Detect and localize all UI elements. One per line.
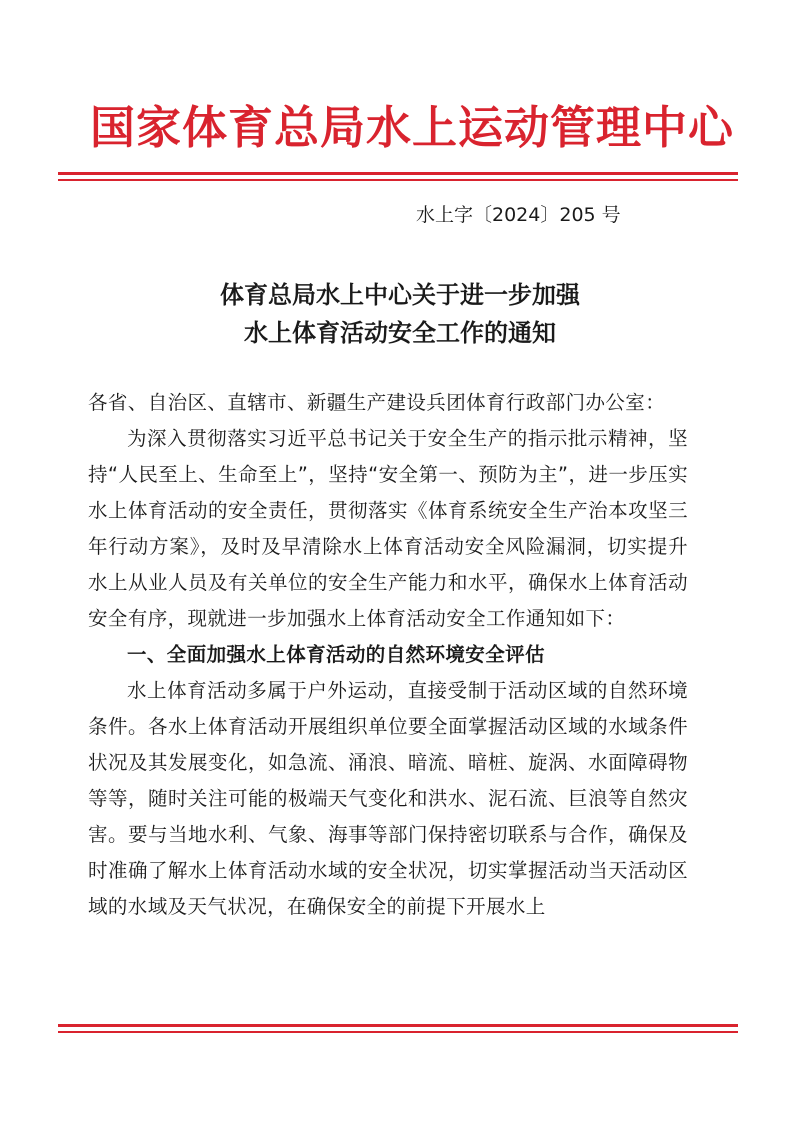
section-heading-1: 一、全面加强水上体育活动的自然环境安全评估	[127, 643, 545, 666]
agency-letterhead: 国家体育总局水上运动管理中心	[90, 101, 735, 154]
salutation: 各省、自治区、直辖市、新疆生产建设兵团体育行政部门办公室：	[88, 391, 666, 414]
letterhead-rule-bottom	[58, 179, 738, 181]
footer-rule-bottom	[58, 1031, 738, 1033]
document-title	[120, 276, 680, 352]
intro-paragraph: 为深入贯彻落实习近平总书记关于安全生产的指示批示精神，坚持“人民至上、生命至上”，坚持“安全第一、预防为主”，进一步压实水上体育活动的安全责任，贯彻落实《体育系统安全生产治本攻坚三年行动方案》，及时及早清除水上体育活动安全风险漏洞，切实提升水上从业人员及有关单位的安全生产能力和水平，确保水上体育活动安全有序，现就进一步加强水上体育活动安全工作通知如下：	[88, 427, 688, 630]
title-line-2: 水上体育活动安全工作的通知	[244, 319, 556, 347]
footer-rule-top	[58, 1024, 738, 1027]
letterhead-rule-top	[58, 172, 738, 175]
document-body	[88, 385, 688, 925]
section-body-1: 水上体育活动多属于户外运动，直接受制于活动区域的自然环境条件。各水上体育活动开展组织单位要全面掌握活动区域的水域条件状况及其发展变化，如急流、涌浪、暗流、暗桩、旋涡、水面障碍物等等，随时关注可能的极端天气变化和洪水、泥石流、巨浪等自然灾害。要与当地水利、气象、海事等部门保持密切联系与合作，确保及时准确了解水上体育活动水域的安全状况，切实掌握活动当天活动区域的水域及天气状况，在确保安全的前提下开展水上	[88, 679, 688, 918]
title-line-1: 体育总局水上中心关于进一步加强	[220, 281, 580, 309]
document-number: 水上字〔2024〕205 号	[416, 204, 621, 226]
